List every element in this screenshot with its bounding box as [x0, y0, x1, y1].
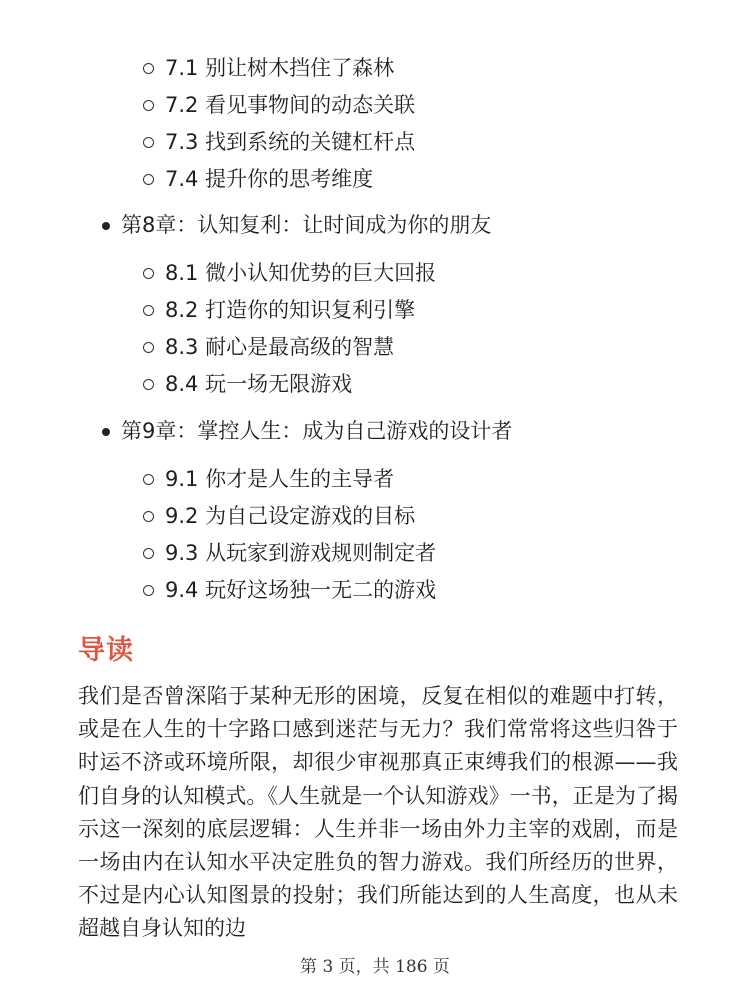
toc-item-label: 9.2 为自己设定游戏的目标	[165, 504, 416, 528]
solid-bullet-icon	[102, 222, 110, 230]
toc-item-label: 7.4 提升你的思考维度	[165, 167, 374, 191]
chapter-8-subsection-list	[143, 255, 436, 403]
toc-chapter-9	[102, 413, 512, 450]
chapter-7-subsection-list	[143, 50, 415, 198]
reading-guide-heading: 导读	[78, 635, 134, 666]
chapter-9-subsection-list	[143, 461, 436, 609]
toc-item-9-1	[143, 461, 436, 498]
toc-item-7-2	[143, 87, 415, 124]
toc-item-label: 9.1 你才是人生的主导者	[165, 467, 395, 491]
toc-item-7-3	[143, 124, 415, 161]
toc-chapter-label: 第8章：认知复利：让时间成为你的朋友	[121, 213, 492, 237]
hollow-bullet-icon	[143, 100, 154, 111]
toc-chapter-8	[102, 207, 491, 244]
toc-item-label: 7.3 找到系统的关键杠杆点	[165, 130, 416, 154]
toc-item-label: 9.3 从玩家到游戏规则制定者	[165, 541, 437, 565]
hollow-bullet-icon	[143, 474, 154, 485]
toc-item-8-3	[143, 329, 436, 366]
toc-item-7-1	[143, 50, 415, 87]
reading-guide-paragraph: 我们是否曾深陷于某种无形的困境，反复在相似的难题中打转，或是在人生的十字路口感到迷茫与无力？我们常常将这些归咎于时运不济或环境所限，却很少审视那真正束缚我们的根源——我们自身的认知模式。《人生就是一个认知游戏》一书，正是为了揭示这一深刻的底层逻辑：人生并非一场由外力主宰的戏剧，而是一场由内在认知水平决定胜负的智力游戏。我们所经历的世界，不过是内心认知图景的投射；我们所能达到的人生高度，也从未超越自身认知的边	[78, 684, 678, 941]
toc-item-8-4	[143, 366, 436, 403]
toc-item-label: 7.1 别让树木挡住了森林	[165, 56, 395, 80]
page-number-footer: 第 3 页，共 186 页	[300, 957, 450, 977]
toc-item-9-2	[143, 498, 436, 535]
hollow-bullet-icon	[143, 137, 154, 148]
hollow-bullet-icon	[143, 305, 154, 316]
toc-item-label: 8.2 打造你的知识复利引擎	[165, 298, 416, 322]
toc-item-8-2	[143, 292, 436, 329]
hollow-bullet-icon	[143, 548, 154, 559]
toc-item-label: 8.3 耐心是最高级的智慧	[165, 335, 395, 359]
toc-item-label: 9.4 玩好这场独一无二的游戏	[165, 578, 437, 602]
toc-item-label: 8.1 微小认知优势的巨大回报	[165, 261, 437, 285]
hollow-bullet-icon	[143, 268, 154, 279]
toc-item-7-4	[143, 161, 415, 198]
hollow-bullet-icon	[143, 379, 154, 390]
toc-item-label: 7.2 看见事物间的动态关联	[165, 93, 416, 117]
hollow-bullet-icon	[143, 585, 154, 596]
hollow-bullet-icon	[143, 342, 154, 353]
toc-item-9-3	[143, 535, 436, 572]
solid-bullet-icon	[102, 428, 110, 436]
hollow-bullet-icon	[143, 511, 154, 522]
toc-item-label: 8.4 玩一场无限游戏	[165, 372, 353, 396]
toc-item-8-1	[143, 255, 436, 292]
toc-item-9-4	[143, 572, 436, 609]
toc-chapter-label: 第9章：掌控人生：成为自己游戏的设计者	[121, 419, 513, 443]
hollow-bullet-icon	[143, 174, 154, 185]
hollow-bullet-icon	[143, 63, 154, 74]
